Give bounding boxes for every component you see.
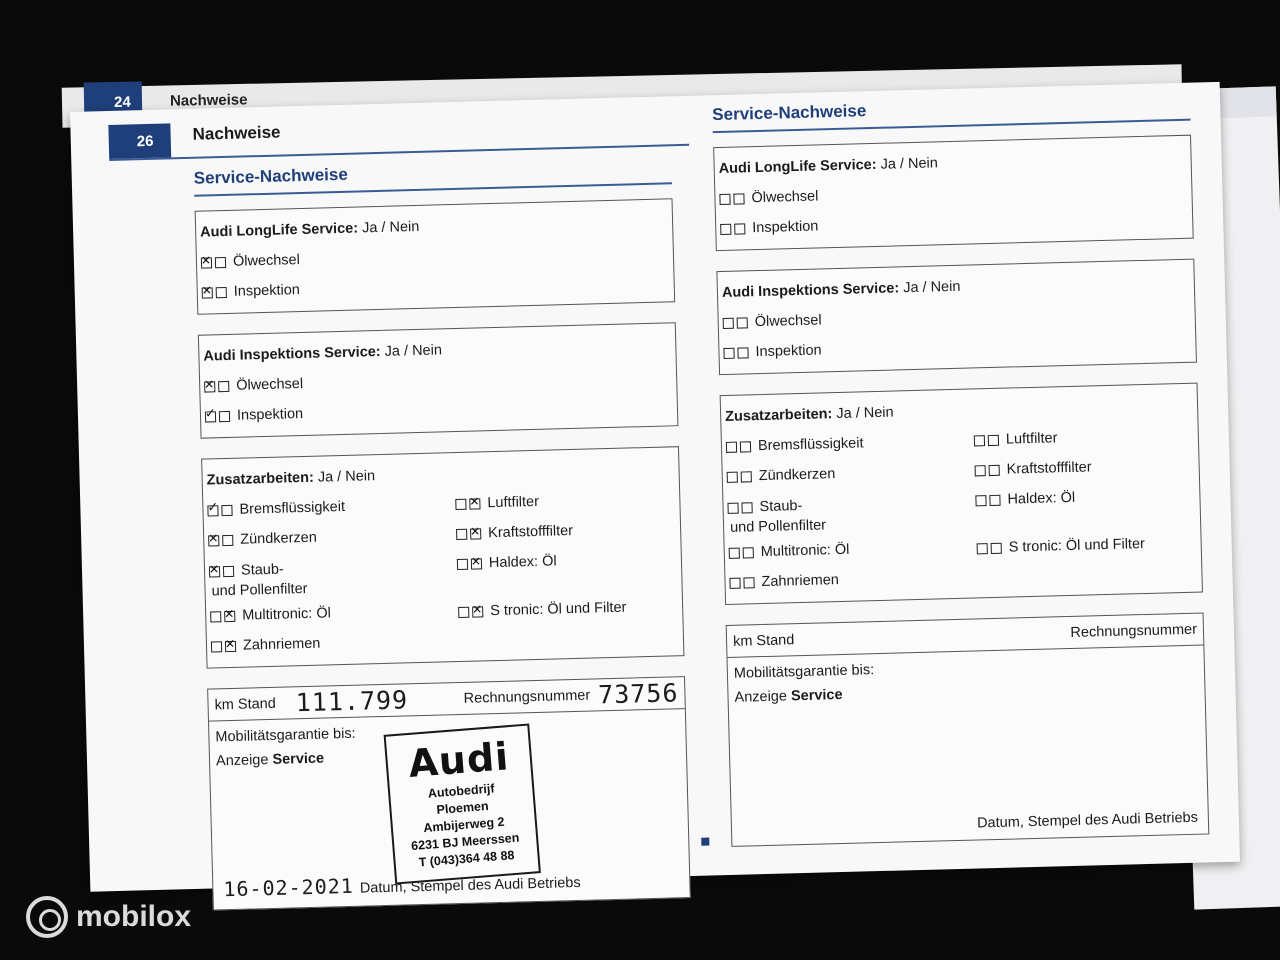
- right-service-record: [712, 93, 1209, 847]
- inspektion-choice: Ja / Nein: [903, 278, 961, 297]
- watermark: [26, 896, 191, 938]
- checkbox-ja[interactable]: [456, 528, 467, 539]
- item-label: Staub-: [240, 561, 284, 579]
- longlife-label: Audi LongLife Service:: [718, 156, 877, 178]
- checkbox-ja[interactable]: [726, 441, 737, 452]
- item-label: Multitronic: Öl: [760, 541, 850, 561]
- inspektion-label: Audi Inspektions Service:: [203, 343, 381, 365]
- checkbox-nein[interactable]: [733, 193, 744, 204]
- page-marker: [701, 838, 709, 846]
- checkbox-nein[interactable]: [991, 542, 1002, 553]
- right-zusatz-box: [720, 383, 1203, 605]
- checkbox-ja[interactable]: [201, 257, 212, 268]
- checkbox-ja[interactable]: [208, 535, 219, 546]
- service-label: Service: [272, 750, 325, 768]
- checkbox-nein[interactable]: [221, 504, 232, 515]
- checkbox-ja[interactable]: [211, 641, 222, 652]
- back-page-title: Nachweise: [169, 91, 248, 110]
- checkbox-ja[interactable]: [202, 287, 213, 298]
- page-header: Nachweise: [192, 122, 281, 144]
- checkbox-nein[interactable]: [219, 410, 230, 421]
- zusatz-choice: Ja / Nein: [317, 468, 376, 486]
- checkbox-ja[interactable]: [975, 465, 986, 476]
- checkbox-nein[interactable]: [741, 471, 752, 482]
- stamp-line: 6231 BJ Meerssen: [410, 830, 520, 854]
- item-label: Ölwechsel: [754, 312, 822, 331]
- date-label: Datum, Stempel des Audi Betriebs: [359, 874, 581, 897]
- checkbox-nein[interactable]: [222, 534, 233, 545]
- zusatz-label: Zusatzarbeiten:: [724, 406, 833, 425]
- item-label: und Pollenfilter: [729, 517, 827, 536]
- item-label: Zündkerzen: [240, 529, 318, 548]
- inspektion-choice: Ja / Nein: [384, 342, 443, 360]
- item-label: Haldex: Öl: [1007, 489, 1076, 508]
- checkbox-nein[interactable]: [223, 565, 234, 576]
- checkbox-nein[interactable]: [470, 528, 481, 539]
- km-label: km Stand: [214, 695, 277, 713]
- km-value: 111.799: [295, 685, 409, 718]
- checkbox-nein[interactable]: [989, 494, 1000, 505]
- item-label: Zündkerzen: [758, 466, 836, 485]
- mobilox-logo-icon: [26, 896, 68, 938]
- checkbox-nein[interactable]: [737, 347, 748, 358]
- item-label: S tronic: Öl und Filter: [490, 599, 627, 620]
- date-value: 16-02-2021: [223, 873, 355, 902]
- stamp-line: Ambijerweg 2: [422, 814, 505, 836]
- stamp-line: Autobedrijf: [427, 781, 496, 801]
- checkbox-nein[interactable]: [741, 502, 752, 513]
- checkbox-nein[interactable]: [740, 441, 751, 452]
- item-label: Zahnriemen: [242, 635, 321, 654]
- longlife-choice: Ja / Nein: [361, 218, 420, 237]
- checkbox-ja[interactable]: [457, 558, 468, 569]
- rechnung-value: 73756: [597, 678, 679, 710]
- anzeige-label: Anzeige: [215, 752, 269, 770]
- item-label: Inspektion: [236, 406, 304, 424]
- dealer-stamp: [384, 723, 541, 884]
- checkbox-ja[interactable]: [455, 498, 466, 509]
- mobilitaet-label: Mobilitätsgarantie bis:: [215, 725, 356, 746]
- inspektion-label: Audi Inspektions Service:: [721, 280, 900, 301]
- item-label: Zahnriemen: [761, 572, 840, 591]
- left-longlife-box: [195, 198, 676, 314]
- item-label: Bremsflüssigkeit: [239, 498, 346, 518]
- checkbox-ja[interactable]: [719, 193, 730, 204]
- checkbox-nein[interactable]: [215, 256, 226, 267]
- item-label: Ölwechsel: [236, 375, 304, 394]
- item-label: Inspektion: [233, 282, 301, 300]
- checkbox-ja[interactable]: [210, 611, 221, 622]
- rechnung-label: Rechnungsnummer: [1070, 621, 1198, 641]
- item-label: S tronic: Öl und Filter: [1008, 536, 1146, 556]
- checkbox-nein[interactable]: [469, 498, 480, 509]
- anzeige-label: Anzeige: [734, 688, 788, 706]
- checkbox-ja[interactable]: [975, 495, 986, 506]
- checkbox-nein[interactable]: [743, 547, 754, 558]
- checkbox-ja[interactable]: [723, 317, 734, 328]
- left-zusatz-box: [201, 446, 684, 668]
- left-inspektion-box: [198, 322, 679, 438]
- left-info-box: [207, 676, 691, 910]
- stamp-brand: Audi: [406, 734, 511, 786]
- booklet-page: [70, 82, 1240, 902]
- km-label: km Stand: [732, 631, 795, 650]
- checkbox-ja[interactable]: [729, 577, 740, 588]
- checkbox-nein[interactable]: [988, 434, 999, 445]
- checkbox-nein[interactable]: [472, 606, 483, 617]
- checkbox-ja[interactable]: [204, 381, 215, 392]
- item-label: Kraftstofffilter: [487, 522, 574, 542]
- checkbox-nein[interactable]: [224, 610, 235, 621]
- checkbox-ja[interactable]: [729, 547, 740, 558]
- checkbox-nein[interactable]: [225, 640, 236, 651]
- service-label: Service: [790, 686, 843, 705]
- item-label: Inspektion: [752, 218, 819, 237]
- longlife-choice: Ja / Nein: [880, 155, 939, 173]
- item-label: und Pollenfilter: [211, 580, 308, 600]
- checkbox-ja[interactable]: [723, 347, 734, 358]
- checkbox-nein[interactable]: [989, 464, 1000, 475]
- checkbox-ja[interactable]: [977, 543, 988, 554]
- right-title: Service-Nachweise: [712, 93, 1191, 134]
- item-label: Inspektion: [755, 342, 822, 361]
- stamp-line: Ploemen: [436, 798, 490, 817]
- item-label: Ölwechsel: [751, 188, 819, 207]
- zusatz-col2: [974, 420, 1198, 592]
- longlife-label: Audi LongLife Service:: [199, 220, 359, 241]
- left-service-record: [194, 156, 691, 910]
- checkbox-nein[interactable]: [218, 380, 229, 391]
- checkbox-ja[interactable]: [720, 223, 731, 234]
- right-info-box: [726, 613, 1210, 847]
- page-number: 26: [108, 123, 171, 159]
- item-label: Staub-: [759, 497, 803, 516]
- item-label: Luftfilter: [487, 493, 540, 512]
- right-inspektion-box: [716, 259, 1197, 375]
- checkbox-nein[interactable]: [737, 317, 748, 328]
- left-title: Service-Nachweise: [194, 156, 673, 197]
- zusatz-col1: [726, 426, 972, 598]
- date-label: Datum, Stempel des Audi Betriebs: [976, 809, 1199, 832]
- checkbox-ja[interactable]: [727, 502, 738, 513]
- item-label: Bremsflüssigkeit: [757, 435, 864, 455]
- item-label: Kraftstofffilter: [1006, 459, 1092, 478]
- checkbox-ja[interactable]: [458, 606, 469, 617]
- zusatz-label: Zusatzarbeiten:: [206, 469, 315, 489]
- checkbox-nein[interactable]: [734, 223, 745, 234]
- right-longlife-box: [713, 135, 1194, 251]
- checkbox-ja[interactable]: [209, 566, 220, 577]
- rechnung-label: Rechnungsnummer: [463, 687, 591, 707]
- item-label: Luftfilter: [1005, 430, 1058, 448]
- zusatz-choice: Ja / Nein: [836, 404, 894, 423]
- item-label: Ölwechsel: [232, 252, 301, 270]
- watermark-text: mobilox: [76, 900, 192, 933]
- zusatz-col1: [207, 489, 453, 661]
- checkbox-ja[interactable]: [207, 505, 218, 516]
- item-label: Multitronic: Öl: [242, 605, 332, 624]
- checkbox-nein[interactable]: [743, 577, 754, 588]
- checkbox-ja[interactable]: [974, 435, 985, 446]
- back-page-number: 24: [84, 81, 143, 118]
- checkbox-nein[interactable]: [216, 286, 227, 297]
- checkbox-nein[interactable]: [471, 558, 482, 569]
- mobilitaet-label: Mobilitätsgarantie bis:: [733, 662, 875, 682]
- zusatz-col2: [455, 483, 679, 655]
- stamp-line: T (043)364 48 88: [418, 848, 515, 870]
- item-label: Haldex: Öl: [488, 553, 557, 572]
- checkbox-ja[interactable]: [205, 411, 216, 422]
- checkbox-ja[interactable]: [727, 471, 738, 482]
